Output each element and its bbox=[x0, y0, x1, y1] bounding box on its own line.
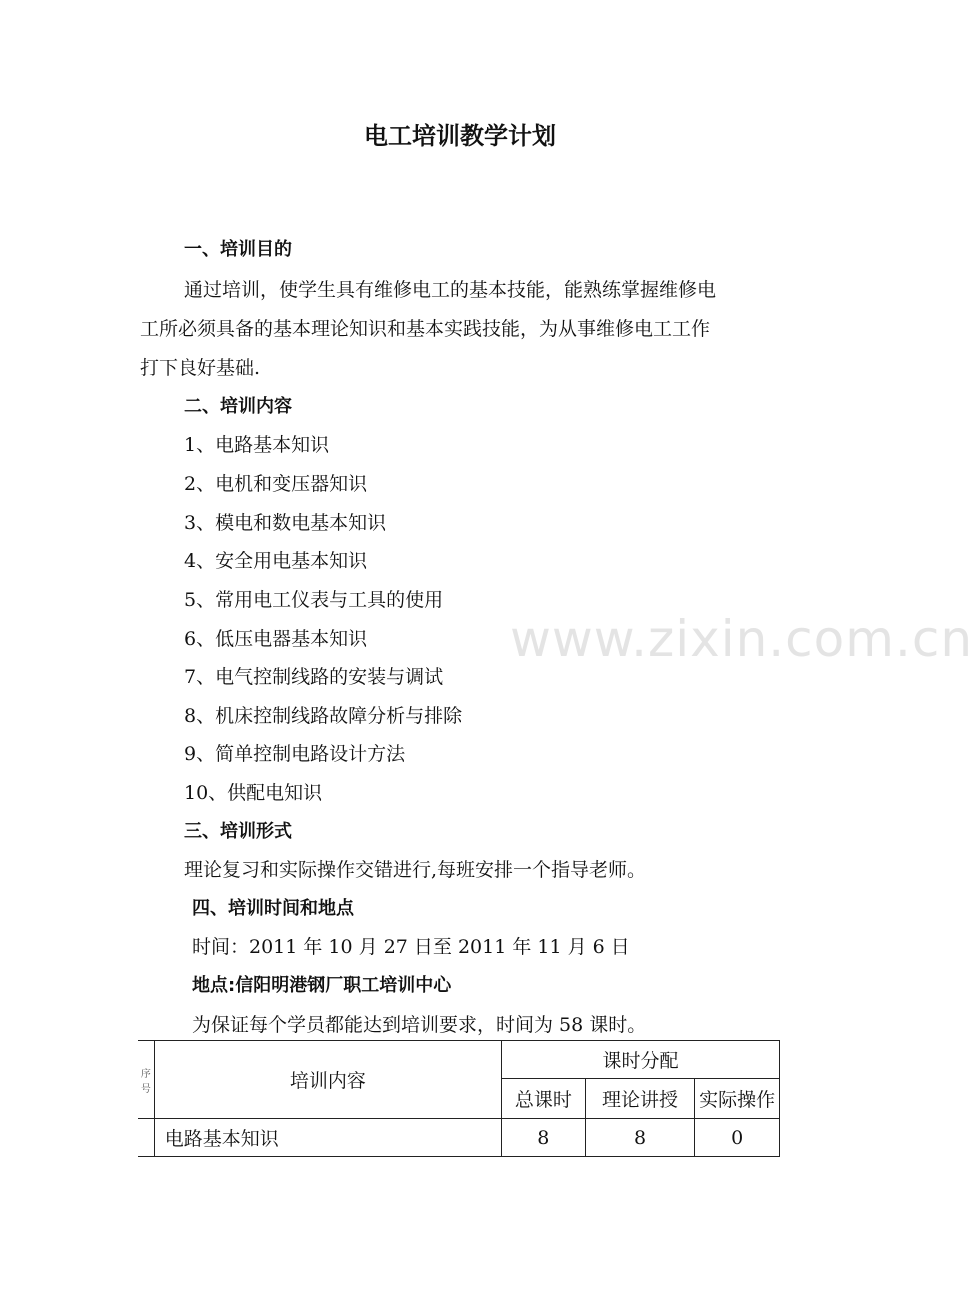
list-item: 8、机床控制线路故障分析与排除 bbox=[184, 705, 463, 727]
table-cell-practice: 0 bbox=[695, 1119, 780, 1157]
schedule-table bbox=[138, 1040, 780, 1157]
list-item: 10、供配电知识 bbox=[184, 782, 323, 804]
table-cell-no bbox=[138, 1119, 154, 1157]
table-cell-theory: 8 bbox=[585, 1119, 695, 1157]
table-header-content: 培训内容 bbox=[154, 1041, 501, 1119]
training-time: 时间：2011 年 10 月 27 日至 2011 年 11 月 6 日 bbox=[192, 936, 630, 958]
list-item: 4、安全用电基本知识 bbox=[184, 550, 368, 572]
list-item: 1、电路基本知识 bbox=[184, 434, 330, 456]
section1-heading: 一、培训目的 bbox=[184, 239, 292, 260]
list-item: 6、低压电器基本知识 bbox=[184, 628, 368, 650]
schedule-table-container bbox=[138, 1040, 780, 1160]
document-title: 电工培训教学计划 bbox=[364, 122, 556, 150]
list-item: 5、常用电工仪表与工具的使用 bbox=[184, 589, 444, 611]
table-header-no-bottom: 号 bbox=[140, 1083, 151, 1095]
table-header-theory: 理论讲授 bbox=[585, 1079, 695, 1119]
table-header-no bbox=[138, 1041, 154, 1119]
training-hours-note: 为保证每个学员都能达到培训要求，时间为 58 课时。 bbox=[192, 1014, 647, 1036]
list-item: 9、简单控制电路设计方法 bbox=[184, 743, 406, 765]
table-header-practice: 实际操作 bbox=[695, 1079, 780, 1119]
table-row bbox=[138, 1119, 780, 1157]
training-place: 地点:信阳明港钢厂职工培训中心 bbox=[192, 975, 452, 996]
list-item: 7、电气控制线路的安装与调试 bbox=[184, 666, 444, 688]
table-header-group: 课时分配 bbox=[501, 1041, 779, 1079]
section1-line-3: 打下良好基础. bbox=[140, 357, 261, 379]
table-cell-content: 电路基本知识 bbox=[154, 1119, 501, 1157]
table-cell-total: 8 bbox=[501, 1119, 585, 1157]
section1-line-1: 通过培训，使学生具有维修电工的基本技能，能熟练掌握维修电 bbox=[184, 279, 717, 301]
section2-heading: 二、培训内容 bbox=[184, 396, 292, 417]
section1-line-2: 工所必须具备的基本理论知识和基本实践技能，为从事维修电工工作 bbox=[140, 318, 711, 340]
section3-text: 理论复习和实际操作交错进行,每班安排一个指导老师。 bbox=[184, 859, 647, 881]
section3-heading: 三、培训形式 bbox=[184, 821, 292, 842]
watermark-text: www.zixin.com.cn bbox=[510, 610, 973, 668]
section4-heading: 四、培训时间和地点 bbox=[192, 898, 354, 919]
list-item: 2、电机和变压器知识 bbox=[184, 473, 368, 495]
table-header-no-top: 序 bbox=[140, 1068, 151, 1080]
table-header-total: 总课时 bbox=[501, 1079, 585, 1119]
list-item: 3、模电和数电基本知识 bbox=[184, 512, 387, 534]
